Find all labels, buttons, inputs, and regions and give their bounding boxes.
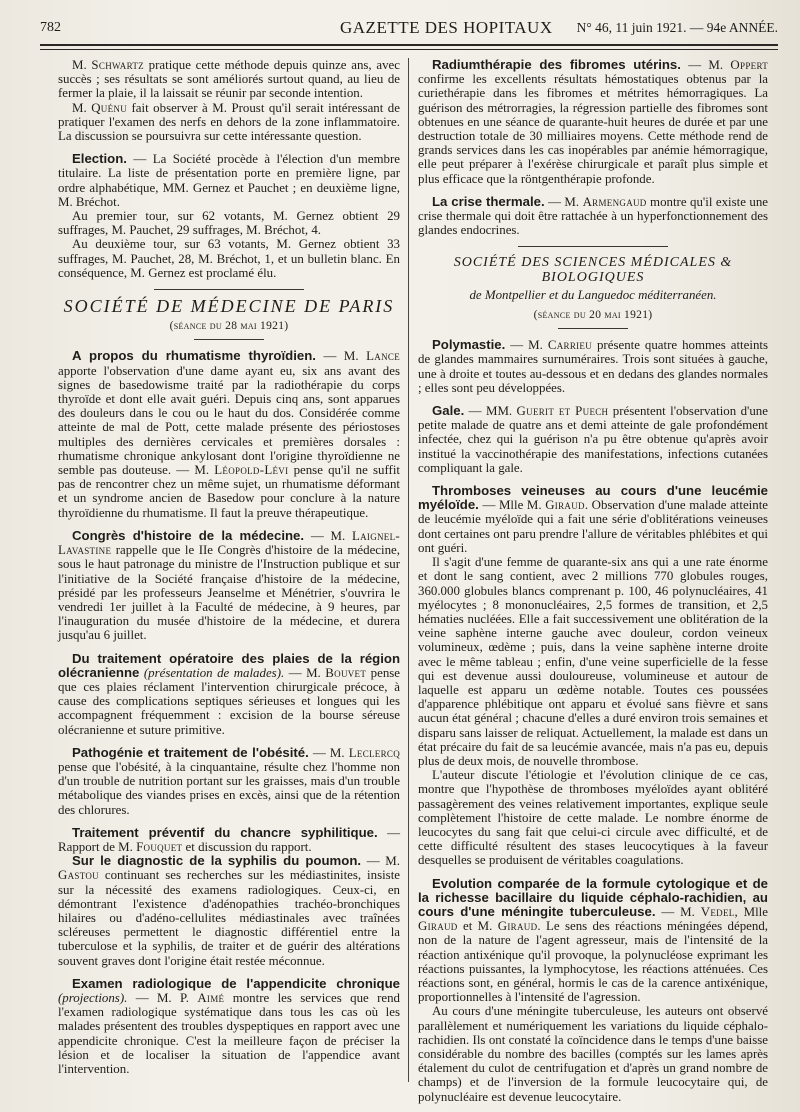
header-rule <box>40 44 778 46</box>
paragraph-schwartz: M. Schwartz pratique cette méthode depuis quinze ans, avec succès ; ses résultats se sont améliorés surtout quand, au lieu de fermer la plaie, il la laissait se réunir par seconde intention. <box>58 58 400 101</box>
society-title: SOCIÉTÉ DE MÉDECINE DE PARIS <box>63 296 395 317</box>
paragraph-rhumatisme: A propos du rhumatisme thyroïdien. — M. Lance apporte l'observation d'une dame ayant eu, six ans avant des signes de basedowisme traité par la radiothérapie du corps thyroïde et dont elle avait guéri. Depuis cinq ans, sont apparues des douleurs dans le cou ou le haut du dos. Considérée comme atteinte de mal de Pott, cette malade présente des périostoses multiples des dernières cervicales et premières dorsales : rhumatisme chronique ankylosant dont l'origine thyroïdienne ne semble pas douteuse. — M. Léopold-Lévi pense qu'il ne suffit pas de rencontrer chez un même sujet, un rhumatisme déformant et un syndrome ancien de Basedow pour conclure à la nature thyroïdienne du rhumatisme. Il faut la preuve thérapeutique. <box>58 348 400 520</box>
seance-date: (séance du 28 mai 1921) <box>169 320 289 333</box>
paragraph-thrombose: Thromboses veineuses au cours d'une leucémie myéloïde. — Mlle M. Giraud. Observation d'une malade atteinte de leucémie myéloïde qui a fait une série d'oblitérations veineuses dont certaines ont paru prendre l'allure de véritables phlébites et qui ont guéri. <box>418 483 769 555</box>
paragraph-thrombose-2: Il s'agit d'une femme de quarante-six ans qui a une rate énorme et dont le sang contient, avec 2 millions 770 globules rouges, 360.000 globules blancs comprenant p. 100, 46 polynucléaires, 41 myélocytes ; 8 mononucléaires, 2,5 formes de transition, et 2,5 hématies nucléées. Elle a fait successivement une oblitération de la veine saphène interne gauche avec douleur, cordon veineux volumineux, œdème ; puis, dans la veine saphène interne droite avec le même tableau ; enfin, d'une veine superficielle de la fesse qui est devenue aussi douloureuse, volumineuse et autour de laquelle est apparu un œdème notable. Toutes ces poussées d'apparence phlébitique ont apparu et évolué sans fièvre et sans aucun état général ; chacune d'elles a duré environ trois semaines et disparu sans laisser de reliquat. Actuellement, la malade est dans un état précaire du fait de sa leucémie avancée, mais n'a pas eu, depuis plus de deux mois, de nouvelle thrombose. <box>418 555 768 768</box>
paragraph-gale: Gale. — MM. Guerit et Puech présentent l'observation d'une petite malade de quatre ans et demi atteinte de gale profondément infectée, chez qui la guérison n'a pu être obtenue qu'après avoir institué la vaccinothérapie des manifestations, infections cutanées compliquant la gale. <box>418 403 768 475</box>
heading-rhumatisme: A propos du rhumatisme thyroïdien. <box>72 348 316 364</box>
header-rule-thin <box>40 49 778 50</box>
paragraph-appendicite: Examen radiologique de l'appendicite chronique (projections). — M. P. Aimé montre les services que rend l'examen radiologique systématique dans tous les cas où les malades présentent des troubles dyspeptiques en rapport avec une appendicite chronique. C'est la meilleure façon de préciser la lésion et de localiser la situation de l'appendice avant l'intervention. <box>58 975 401 1076</box>
paragraph-polymastie: Polymastie. — M. Carrieu présente quatre hommes atteints de glandes mammaires surnuméraires. Trois sont situées à gauche, une à droite et toutes au-dessous et en dedans des glandes normales ; elles sont peu développées. <box>418 337 768 395</box>
heading-crise: La crise thermale. <box>432 193 545 209</box>
paragraph-syphilis: Sur le diagnostic de la syphilis du poumon. — M. Gastou continuant ses recherches sur les médiastinites, insiste sur la nécessité des examens radiologiques. Ceux-ci, en démontrant l'existence d'adénopathies trachéo-bronchiques hilaires ou d'adéno-cellulites médiastinales avec traînées scléreuses permettent le diagnostic différentiel entre la tuberculose et la syphilis, de traiter et de guérir des altérations souvent graves dont l'origine était restée méconnue. <box>58 853 400 968</box>
heading-syphilis: Sur le diagnostic de la syphilis du poumon. <box>72 853 362 869</box>
heading-chancre: Traitement préventif du chancre syphilitique. <box>72 824 378 840</box>
seance2-date: (séance du 20 mai 1921) <box>533 309 653 322</box>
paragraph-tour2: Au deuxième tour, sur 63 votants, M. Gernez obtient 33 suffrages, M. Pauchet, 28, M. Bréchot, 1, et un bulletin blanc. En conséquence, M. Gernez est proclamé élu. <box>58 237 400 280</box>
left-column <box>58 58 400 1092</box>
journal-title: GAZETTE DES HOPITAUX <box>340 18 553 37</box>
paragraph-quenu: M. Quénu fait observer à M. Proust qu'il serait intéressant de pratiquer l'examen des nerfs en dehors de la zone inflammatoire. La discussion se poursuivra sur cette intéressante question. <box>58 100 400 144</box>
column-divider <box>408 58 409 1082</box>
page-header <box>40 18 778 40</box>
heading-obesite: Pathogénie et traitement de l'obésité. <box>72 744 309 760</box>
issue-info: N° 46, 11 juin 1921. — 94e ANNÉE. <box>576 20 778 35</box>
paragraph-obesite: Pathogénie et traitement de l'obésité. — M. Leclercq pense que l'obésité, à la cinquantaine, résulte chez l'homme non d'un trouble de nutrition portant sur les graisses, mais d'un trouble métabolique des viandes prises en excès, ainsi que de la rétention des chlorures. <box>58 744 400 817</box>
paragraph-crise: La crise thermale. — M. Armengaud montre qu'il existe une crise thermale qui doit être rattachée à un hyperfonctionnement des glandes endocrines. <box>418 193 768 238</box>
heading-election: Election. <box>72 151 127 167</box>
heading-appendicite: Examen radiologique de l'appendicite chronique <box>72 975 400 991</box>
society2-title: SOCIÉTÉ DES SCIENCES MÉDICALES & BIOLOGIQUES <box>453 255 733 285</box>
heading-evolution: Evolution comparée de la formule cytologique et de la richesse bacillaire du liquide céphalo-rachidien, au cours d'une méningite tuberculeuse. <box>418 875 768 919</box>
page-number: 782 <box>40 20 61 35</box>
paragraph-election: Election. — La Société procède à l'élection d'un membre titulaire. La liste de présentation porte en première ligne, par ordre alphabétique, MM. Gernez et Pauchet ; en deuxième ligne, M. Bréchot. <box>58 151 400 209</box>
right-column <box>418 57 769 1104</box>
paragraph-chancre: Traitement préventif du chancre syphilitique. — Rapport de M. Fouquet et discussion du rapport. <box>58 824 400 854</box>
paragraph-tour1: Au premier tour, sur 62 votants, M. Gernez obtient 29 suffrages, M. Pauchet, 29 suffrages, M. Bréchot, 4. <box>58 209 400 238</box>
heading-polymastie: Polymastie. <box>432 337 506 353</box>
heading-congres: Congrès d'histoire de la médecine. <box>72 527 305 543</box>
heading-olecranienne: Du traitement opératoire des plaies de la région olécranienne <box>58 650 400 680</box>
paragraph-thrombose-3: L'auteur discute l'étiologie et l'évolution clinique de ce cas, montre que l'hypothèse de thromboses myéloïdes ayant oblitéré passagèrement des veines relativement importantes, explique seule complètement l'histoire de cette malade. Le nombre énorme de leucocytes du sang fait que celui-ci circule avec difficulté, et de cette difficulté résultent des stases leucocytiques à la faveur desquelles se produisent de véritables coagulations. <box>418 768 768 868</box>
paragraph-radium: Radiumthérapie des fibromes utérins. — M. Oppert confirme les excellents résultats hémostatiques obtenus par la curiethérapie dans les fibromes et métrites hémorragiques. La guérison des métrorragies, la régression partielle des fibromes sont obtenues en une séance de quarante-huit heures de durée et par une destruction totale de 30 milliaires moyens. Cette méthode rend de grands services dans les cas inopérables par anémie hémorragique, elle peut préparer à l'exérèse chirurgicale et paraît plus simple et plus efficace que la röntgenthérapie profonde. <box>418 57 768 186</box>
heading-gale: Gale. <box>432 403 465 419</box>
paragraph-evolution-2: Au cours d'une méningite tuberculeuse, les auteurs ont observé parallèlement et numériquement les variations du liquide céphalo-rachidien. Ils ont constaté la coïncidence dans le temps d'une baisse considérable du nombre des bacilles (comptés sur les lames après étalement du culot de centrifugation et d'après un grand nombre de champs) et de l'inversion de la formule leucocytaire qui, de polynucléaire est devenue leucocytaire. <box>418 1004 768 1104</box>
heading-thrombose: Thromboses veineuses au cours d'une leucémie myéloïde. <box>418 483 768 513</box>
heading-radium: Radiumthérapie des fibromes utérins. <box>432 57 681 72</box>
paragraph-congres: Congrès d'histoire de la médecine. — M. Laignel-Lavastine rappelle que le IIe Congrès d'histoire de la médecine, sous le haut patronage du ministre de l'Instruction publique et sur l'initiative de la Société française d'histoire de la médecine, présidé par les professeurs Jeanselme et Ménétrier, s'ouvrira le vendredi 1er juillet à la Faculté de médecine, à 9 heures, par l'inauguration du musée d'histoire de la médecine, et durera jusqu'au 6 juillet. <box>58 527 400 643</box>
paragraph-olecranienne: Du traitement opératoire des plaies de la région olécranienne (présentation de malades). — M. Bouvet pense que ces plaies réclament l'intervention chirurgicale précoce, à cause des complications septiques sérieuses et longues qui les accompagnent fréquemment : excision de la bourse séreuse olécranienne et suture primitive. <box>58 650 401 737</box>
society2-subtitle: de Montpellier et du Languedoc méditerranéen. <box>469 287 717 302</box>
paragraph-evolution: Evolution comparée de la formule cytologique et de la richesse bacillaire du liquide céphalo-rachidien, au cours d'une méningite tuberculeuse. — M. Vedel, Mlle Giraud et M. Giraud. Le sens des réactions méningées dépend, non de la nature de l'agent agresseur, mais de l'intensité de la réaction antixénique qu'il provoque, la polynucléose exprimant les réactions puissantes, la lymphocytose, les réactions atténuées. Ces réactions sont, en général, hormis le cas de la carence antixénique, proportionnelles à l'intensité de l'agression. <box>418 875 769 1005</box>
